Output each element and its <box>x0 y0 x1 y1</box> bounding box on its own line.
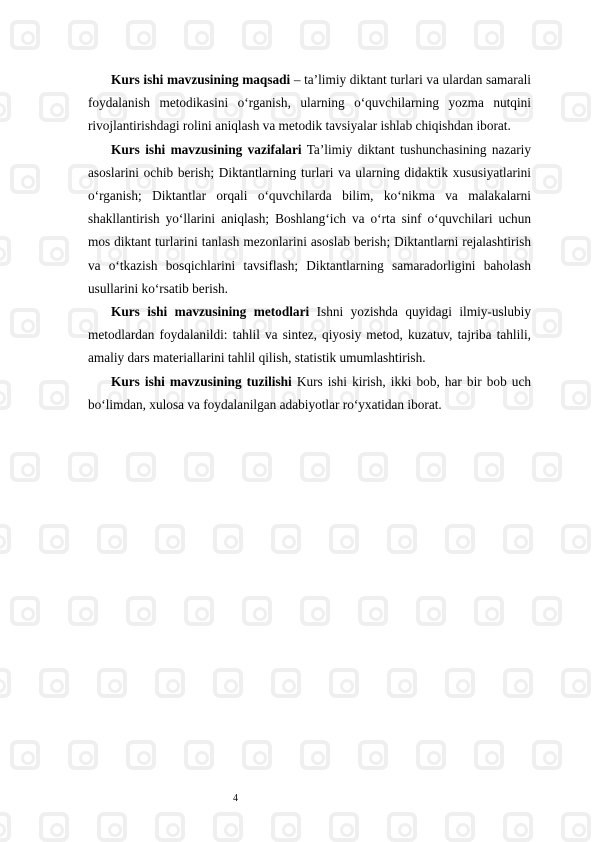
logo-watermark-icon <box>39 812 69 842</box>
logo-watermark-icon <box>213 812 243 842</box>
logo-watermark-icon <box>329 812 359 842</box>
logo-watermark-icon <box>532 164 562 194</box>
paragraph-tuzilishi <box>88 370 531 416</box>
logo-watermark-icon <box>561 236 591 266</box>
paragraph-text: Ta’limiy diktant tushunchasining nazariy asoslarini ochib berish; Diktantlarning turlari va ularning didaktik xususiyatlarini o‘rganish; Diktantlar orqali o‘quvchilarda bilim, ko‘nikma va malakalarni shakllantirish yo‘llarini aniqlash; Boshlang‘ich va o‘rta sinf o‘quvchilari uchun mos diktant turlarini tanlash mezonlarini asoslab berish; Diktantlarni rejalashtirish va o‘tkazish bosqichlarini tavsiflash; Diktantlarning samaradorligini baholash usullarini ko‘rsatib berish. <box>88 141 531 296</box>
logo-watermark-icon <box>10 452 40 482</box>
logo-watermark-icon <box>329 668 359 698</box>
paragraph-heading: Kurs ishi mavzusining maqsadi <box>111 72 291 87</box>
logo-watermark-icon <box>503 812 533 842</box>
logo-watermark-icon <box>300 740 330 770</box>
logo-watermark-icon <box>561 92 591 122</box>
paragraph-heading: Kurs ishi mavzusining metodlari <box>111 304 310 320</box>
logo-watermark-icon <box>387 524 417 554</box>
logo-watermark-icon <box>474 452 504 482</box>
logo-watermark-icon <box>97 812 127 842</box>
logo-watermark-icon <box>416 596 446 626</box>
logo-watermark-icon <box>358 740 388 770</box>
paragraph-heading: Kurs ishi mavzusining vazifalari <box>111 141 302 157</box>
logo-watermark-icon <box>242 596 272 626</box>
logo-watermark-icon <box>10 740 40 770</box>
logo-watermark-icon <box>39 668 69 698</box>
logo-watermark-icon <box>10 20 40 50</box>
paragraph-maqsadi <box>88 68 531 138</box>
logo-watermark-icon <box>155 524 185 554</box>
logo-watermark-icon <box>126 740 156 770</box>
logo-watermark-icon <box>39 236 69 266</box>
logo-watermark-icon <box>474 596 504 626</box>
logo-watermark-icon <box>416 740 446 770</box>
logo-watermark-icon <box>532 20 562 50</box>
logo-watermark-icon <box>126 596 156 626</box>
logo-watermark-icon <box>416 452 446 482</box>
logo-watermark-icon <box>474 20 504 50</box>
logo-watermark-icon <box>126 452 156 482</box>
document-body <box>88 68 531 416</box>
logo-watermark-icon <box>68 740 98 770</box>
paragraph-metodlari <box>88 300 531 370</box>
logo-watermark-icon <box>213 668 243 698</box>
logo-watermark-icon <box>68 452 98 482</box>
logo-watermark-icon <box>97 524 127 554</box>
logo-watermark-icon <box>503 524 533 554</box>
logo-watermark-icon <box>242 20 272 50</box>
logo-watermark-icon <box>387 668 417 698</box>
logo-watermark-icon <box>155 812 185 842</box>
logo-watermark-icon <box>68 20 98 50</box>
logo-watermark-icon <box>242 452 272 482</box>
logo-watermark-icon <box>242 740 272 770</box>
paragraph-text: Ishni yozishda quyidagi ilmiy-uslubiy metodlardan foydalanildi: tahlil va sintez, qiyosiy metod, kuzatuv, tajriba tahlili, amaliy dars materiallarini tahlil qilish, statistik umumlashtirish. <box>88 304 531 366</box>
logo-watermark-icon <box>39 92 69 122</box>
logo-watermark-icon <box>0 668 11 698</box>
logo-watermark-icon <box>39 524 69 554</box>
logo-watermark-icon <box>358 452 388 482</box>
logo-watermark-icon <box>445 524 475 554</box>
logo-watermark-icon <box>300 596 330 626</box>
paragraph-text: Kurs ishi kirish, ikki bob, har bir bob uch bo‘limdan, xulosa va foydalanilgan adabiyotlar ro‘yxatidan iborat. <box>88 373 531 412</box>
logo-watermark-icon <box>561 668 591 698</box>
logo-watermark-icon <box>532 740 562 770</box>
logo-watermark-icon <box>213 524 243 554</box>
logo-watermark-icon <box>329 524 359 554</box>
logo-watermark-icon <box>0 524 11 554</box>
paragraph-vazifalari <box>88 138 531 300</box>
page-number: 4 <box>233 793 238 804</box>
logo-watermark-icon <box>474 740 504 770</box>
logo-watermark-icon <box>10 596 40 626</box>
logo-watermark-icon <box>561 812 591 842</box>
logo-watermark-icon <box>0 380 11 410</box>
logo-watermark-icon <box>97 668 127 698</box>
logo-watermark-icon <box>503 668 533 698</box>
paragraph-text: – ta’limiy diktant turlari va ulardan samarali foydalanish metodikasini o‘rganish, ularning o‘quvchilarning yozma nutqini rivojlantirishdagi rolini aniqlash va metodik tavsiyalar ishlab chiqishdan iborat. <box>88 72 531 134</box>
logo-watermark-icon <box>358 596 388 626</box>
logo-watermark-icon <box>10 164 40 194</box>
logo-watermark-icon <box>0 812 11 842</box>
logo-watermark-icon <box>184 740 214 770</box>
logo-watermark-icon <box>532 308 562 338</box>
logo-watermark-icon <box>358 20 388 50</box>
logo-watermark-icon <box>0 92 11 122</box>
paragraph-heading: Kurs ishi mavzusining tuzilishi <box>111 373 292 389</box>
logo-watermark-icon <box>561 524 591 554</box>
logo-watermark-icon <box>68 596 98 626</box>
logo-watermark-icon <box>155 668 185 698</box>
logo-watermark-icon <box>184 20 214 50</box>
logo-watermark-icon <box>387 812 417 842</box>
logo-watermark-icon <box>445 668 475 698</box>
logo-watermark-icon <box>271 524 301 554</box>
logo-watermark-icon <box>300 20 330 50</box>
logo-watermark-icon <box>300 452 330 482</box>
logo-watermark-icon <box>10 308 40 338</box>
logo-watermark-icon <box>184 596 214 626</box>
logo-watermark-icon <box>126 20 156 50</box>
logo-watermark-icon <box>184 452 214 482</box>
logo-watermark-icon <box>416 20 446 50</box>
logo-watermark-icon <box>0 236 11 266</box>
logo-watermark-icon <box>561 380 591 410</box>
logo-watermark-icon <box>532 596 562 626</box>
logo-watermark-icon <box>39 380 69 410</box>
logo-watermark-icon <box>445 812 475 842</box>
logo-watermark-icon <box>271 668 301 698</box>
logo-watermark-icon <box>271 812 301 842</box>
logo-watermark-icon <box>532 452 562 482</box>
